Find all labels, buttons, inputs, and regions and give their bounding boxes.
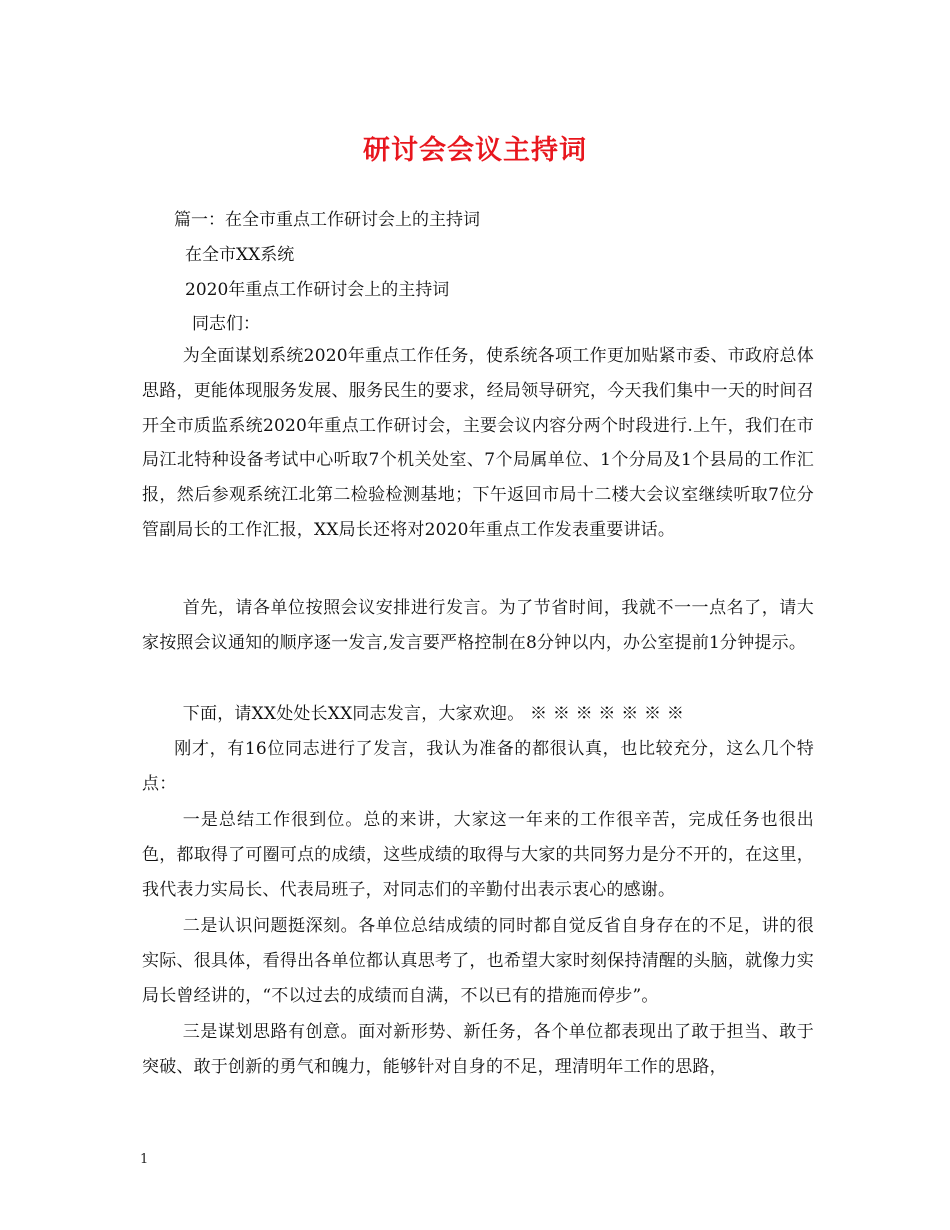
section-heading: 篇一：在全市重点工作研讨会上的主持词 (174, 210, 480, 230)
subheading-line-1: 在全市XX系统 (185, 245, 295, 265)
salutation: 同志们： (192, 314, 260, 334)
document-title: 研讨会会议主持词 (363, 135, 587, 166)
paragraph-summary: 刚才，有16位同志进行了发言，我认为准备的都很认真，也比较充分，这么几个特点： (142, 739, 814, 794)
paragraph-point-three: 三是谋划思路有创意。面对新形势、新任务，各个单位都表现出了敢于担当、敢于突破、敢于创新的勇气和魄力，能够针对自身的不足，理清明年工作的思路， (142, 1022, 814, 1077)
page-number: 1 (140, 1152, 149, 1167)
paragraph-point-one: 一是总结工作很到位。总的来讲，大家这一年来的工作很辛苦，完成任务也很出色，都取得了可圈可点的成绩，这些成绩的取得与大家的共同努力是分不开的，在这里，我代表力实局长、代表局班子，对同志们的辛勤付出表示衷心的感谢。 (142, 810, 814, 900)
paragraph-intro: 为全面谋划系统2020年重点工作任务，使系统各项工作更加贴紧市委、市政府总体思路，更能体现服务发展、服务民生的要求，经局领导研究，今天我们集中一天的时间召开全市质监系统2020年重点工作研讨会，主要会议内容分两个时段进行.上午，我们在市局江北特种设备考试中心听取7个机关处室、7个局属单位、1个分局及1个县局的工作汇报，然后参观系统江北第二检验检测基地；下午返回市局十二楼大会议室继续听取7位分管副局长的工作汇报，XX局长还将对2020年重点工作发表重要讲话。 (142, 346, 814, 540)
subheading-line-2: 2020年重点工作研讨会上的主持词 (185, 280, 450, 300)
paragraph-next-speaker: 下面，请XX处处长XX同志发言，大家欢迎。 ※ ※ ※ ※ ※ ※ ※ (182, 704, 685, 724)
paragraph-first: 首先，请各单位按照会议安排进行发言。为了节省时间，我就不一一点名了，请大家按照会议通知的顺序逐一发言,发言要严格控制在8分钟以内，办公室提前1分钟提示。 (142, 598, 814, 653)
paragraph-point-two: 二是认识问题挺深刻。各单位总结成绩的同时都自觉反省自身存在的不足，讲的很实际、很具体，看得出各单位都认真思考了，也希望大家时刻保持清醒的头脑，就像力实局长曾经讲的，“不以过去的成绩而自满，不以已有的措施而停步”。 (142, 916, 814, 1006)
